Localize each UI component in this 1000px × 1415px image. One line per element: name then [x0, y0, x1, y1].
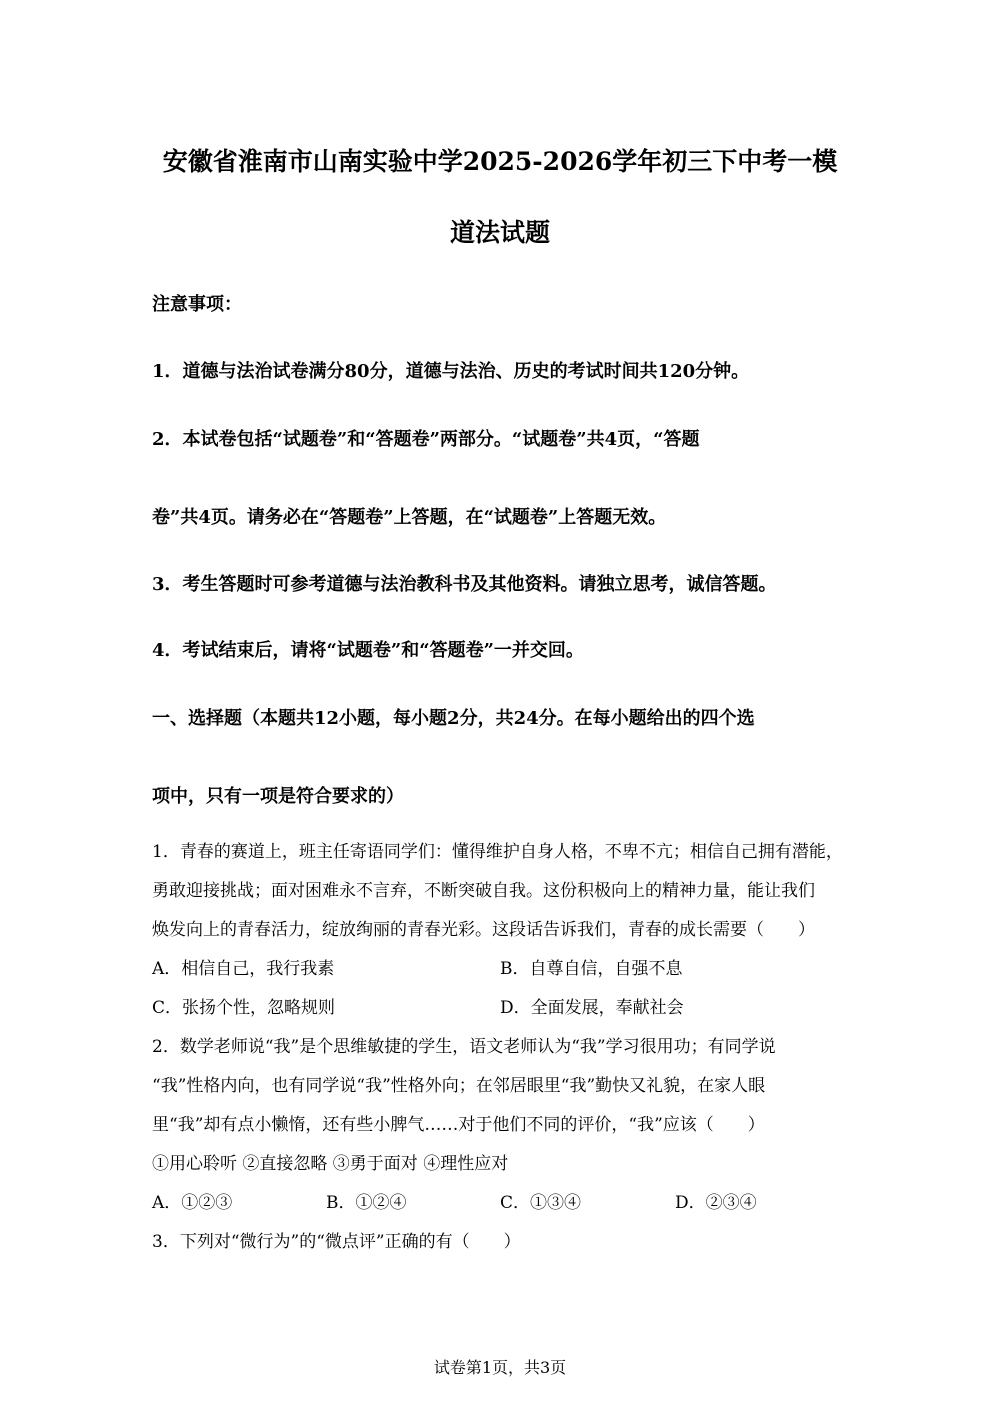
question-2-option-d: D．②③④	[675, 1193, 757, 1213]
question-1-line1: 1．青春的赛道上，班主任寄语同学们：懂得维护自身人格，不卑不亢；相信自己拥有潜能，	[152, 842, 843, 862]
notice-item-1: 1．道德与法治试卷满分80分，道德与法治、历史的考试时间共120分钟。	[152, 361, 750, 382]
question-1-line2: 勇敢迎接挑战；面对困难永不言弃，不断突破自我。这份积极向上的精神力量，能让我们	[152, 881, 815, 901]
question-3-line1: 3．下列对“微行为”的“微点评”正确的有（ ）	[152, 1232, 521, 1252]
page-footer: 试卷第1页，共3页	[433, 1358, 567, 1377]
question-2-line2: “我”性格内向，也有同学说“我”性格外向；在邻居眼里“我”勤快又礼貌，在家人眼	[152, 1076, 766, 1096]
question-2-option-a: A．①②③	[152, 1193, 233, 1213]
section-heading-line1: 一、选择题（本题共12小题，每小题2分，共24分。在每小题给出的四个选	[152, 708, 755, 729]
question-2-option-b: B．①②④	[326, 1193, 407, 1213]
question-2-line1: 2．数学老师说“我”是个思维敏捷的学生，语文老师认为“我”学习很用功；有同学说	[152, 1037, 776, 1057]
exam-title-line1: 安徽省淮南市山南实验中学2025-2026学年初三下中考一模	[162, 147, 838, 176]
notice-item-3: 3．考生答题时可参考道德与法治教科书及其他资料。请独立思考，诚信答题。	[152, 574, 777, 595]
question-1-option-a: A．相信自己，我行我素	[152, 959, 335, 979]
question-1-option-b: B．自尊自信，自强不息	[500, 959, 683, 979]
notice-item-4: 4．考试结束后，请将“试题卷”和“答题卷”一并交回。	[152, 640, 584, 661]
notice-item-2-cont: 卷”共4页。请务必在“答题卷”上答题，在“试题卷”上答题无效。	[152, 507, 667, 528]
notice-heading: 注意事项：	[152, 294, 242, 315]
notice-item-2: 2．本试卷包括“试题卷”和“答题卷”两部分。“试题卷”共4页，“答题	[152, 429, 700, 450]
question-2-option-c: C．①③④	[500, 1193, 582, 1213]
exam-title-line2: 道法试题	[449, 218, 550, 247]
question-2-statements: ①用心聆听 ②直接忽略 ③勇于面对 ④理性应对	[152, 1154, 509, 1174]
question-1-line3: 焕发向上的青春活力，绽放绚丽的青春光彩。这段话告诉我们，青春的成长需要（ ）	[152, 920, 815, 940]
section-heading-line2: 项中，只有一项是符合要求的）	[152, 786, 404, 807]
question-1-option-c: C．张扬个性，忽略规则	[152, 998, 336, 1018]
question-1-option-d: D．全面发展，奉献社会	[500, 998, 684, 1018]
question-2-line3: 里“我”却有点小懒惰，还有些小脾气……对于他们不同的评价，“我”应该（ ）	[152, 1115, 765, 1135]
